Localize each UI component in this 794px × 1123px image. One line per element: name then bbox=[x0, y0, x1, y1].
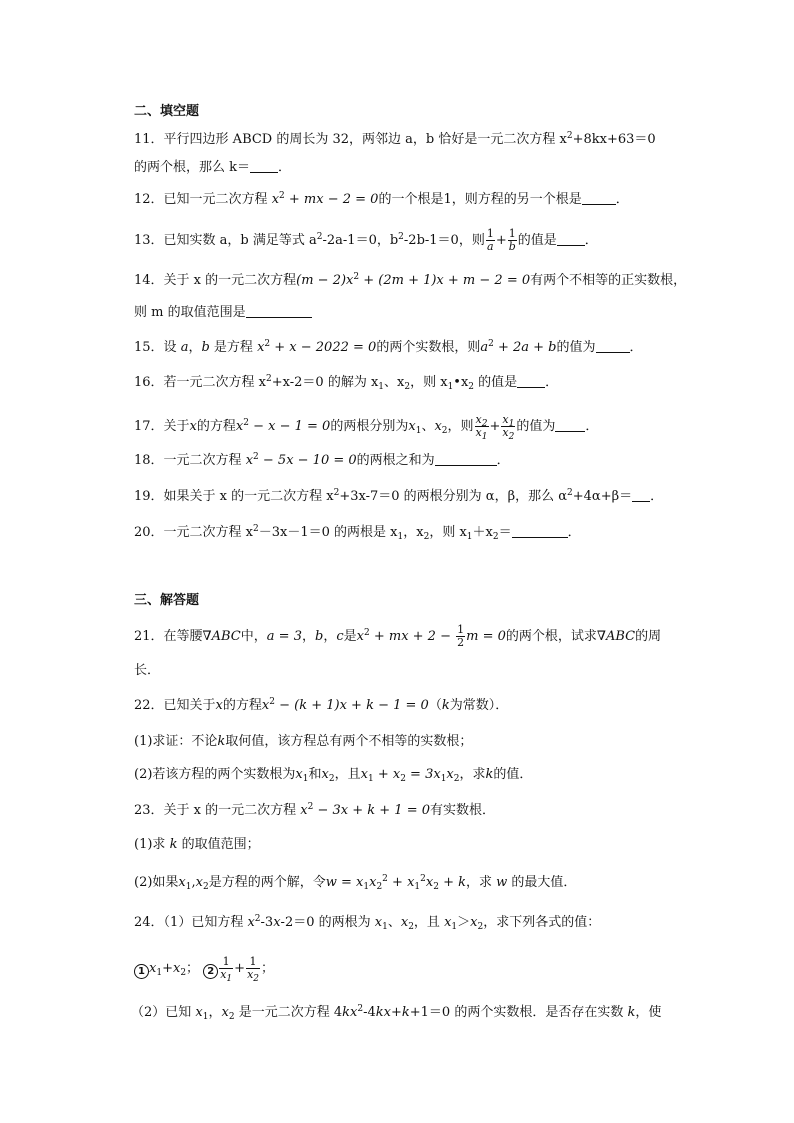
q24-x: x bbox=[221, 1005, 229, 1020]
q14-eq2: + (2m + 1)x + m − 2 = 0 bbox=[359, 273, 531, 288]
q17-text-c: 的两根分别为 bbox=[330, 419, 409, 434]
q22-p2-k: k bbox=[485, 767, 494, 782]
q24-text-b: -3 bbox=[260, 915, 274, 930]
q15-sup-2: 2 bbox=[488, 339, 494, 349]
q23-sub: 1 bbox=[363, 882, 370, 892]
question-11-line-1 bbox=[134, 131, 656, 149]
q23-p2-d: 的最大值． bbox=[507, 875, 577, 890]
frac-sub: 2 bbox=[508, 432, 515, 442]
q21-sup: 2 bbox=[363, 628, 370, 638]
frac-den bbox=[501, 426, 515, 442]
q24-sub: 2 bbox=[180, 968, 187, 978]
q21-sep: ， bbox=[301, 629, 315, 644]
q14-sup: 2 bbox=[353, 272, 360, 282]
q15-eq2: + x − 2022 = 0 bbox=[270, 340, 377, 355]
q21-triangle: ∇ABC bbox=[596, 629, 636, 644]
q17-eq2: − x − 1 = 0 bbox=[248, 419, 331, 434]
q18-eq2: − 5x − 10 = 0 bbox=[258, 453, 357, 468]
q15-sep: ， bbox=[188, 340, 202, 355]
q20-sub: 2 bbox=[423, 532, 430, 542]
q20-text-d: ，则 x bbox=[429, 525, 467, 540]
q22-sub: 1 bbox=[367, 774, 374, 784]
q24-x: x bbox=[273, 915, 281, 930]
frac-den bbox=[246, 968, 260, 984]
q17-end: ． bbox=[585, 419, 599, 434]
q15-expr: a bbox=[480, 340, 489, 355]
q23-sup: 2 bbox=[307, 802, 314, 812]
q16-text-c: 、x bbox=[384, 375, 405, 390]
q18-sup: 2 bbox=[253, 452, 259, 462]
q22-p2-b: ，且 bbox=[334, 767, 361, 782]
q22-p2-d: 的值． bbox=[493, 767, 533, 782]
q21-eq3: m = 0 bbox=[466, 629, 506, 644]
question-16 bbox=[134, 374, 558, 392]
q24-sup: 2 bbox=[254, 914, 261, 924]
q23-sup: 2 bbox=[420, 874, 426, 884]
q24-sub: 1 bbox=[451, 922, 458, 932]
q24-x: x bbox=[400, 915, 409, 930]
q23-p2-w: w bbox=[496, 875, 508, 890]
q22-k: k bbox=[441, 698, 450, 713]
q22-text-c: （ bbox=[428, 698, 442, 713]
question-23 bbox=[134, 802, 495, 820]
q23-w: + x bbox=[387, 875, 415, 890]
q23-w: x bbox=[425, 875, 434, 890]
q17-sub: 2 bbox=[441, 426, 448, 436]
q22-p2: (2)若该方程的两个实数根为 bbox=[134, 767, 296, 782]
q21-text-b: 中， bbox=[240, 629, 267, 644]
q21-c: c bbox=[336, 629, 344, 644]
answer-blank[interactable] bbox=[596, 339, 630, 353]
q11-text-b: +8kx+63＝0 bbox=[572, 132, 656, 147]
q11-text: 11．平行四边形 ABCD 的周长为 32，两邻边 a，b 恰好是一元二次方程 x bbox=[134, 132, 567, 147]
q22-p1-b: 取何值，该方程总有两个不相等的实数根； bbox=[225, 734, 473, 749]
q20-text-b: －3x－1＝0 的两根是 x bbox=[258, 525, 398, 540]
q24-kx: kx bbox=[375, 1005, 391, 1020]
q20-end: ． bbox=[567, 525, 581, 540]
question-22-part-1 bbox=[134, 733, 472, 751]
frac-num: 1 bbox=[486, 227, 494, 240]
q11-end: ． bbox=[278, 160, 292, 175]
q22-text-b: 的方程 bbox=[222, 698, 262, 713]
q24-semi: ； bbox=[186, 961, 200, 976]
q22-rel: = 3x bbox=[405, 767, 441, 782]
q11-text-2: 的两个根，那么 k＝ bbox=[134, 160, 251, 175]
q22-sub: 1 bbox=[440, 774, 447, 784]
frac-sub: 2 bbox=[253, 974, 260, 984]
q16-end: ． bbox=[545, 375, 559, 390]
q24-p2-c: -4 bbox=[363, 1005, 376, 1020]
q21-a: a = 3 bbox=[266, 629, 302, 644]
circled-number-1: 1 bbox=[134, 964, 149, 979]
answer-blank[interactable] bbox=[632, 488, 650, 502]
q24-x: +x bbox=[162, 961, 181, 976]
q20-text-c: ，x bbox=[403, 525, 424, 540]
q22-and: 和 bbox=[308, 767, 322, 782]
q18-text-b: 的两根之和为 bbox=[356, 453, 435, 468]
q24-x: x bbox=[195, 1005, 203, 1020]
q24-sub: 2 bbox=[228, 1012, 235, 1022]
q24-k: k bbox=[627, 1005, 636, 1020]
q21-text-e: 是 bbox=[343, 629, 357, 644]
q19-sup: 2 bbox=[333, 488, 340, 498]
q20-sub: 1 bbox=[466, 532, 473, 542]
frac-num: 1 bbox=[246, 956, 260, 969]
q15-end: ． bbox=[629, 340, 643, 355]
q18-end: ． bbox=[496, 453, 510, 468]
fraction-one-half bbox=[456, 624, 465, 649]
plus: + bbox=[495, 233, 507, 248]
q23-sub: 1 bbox=[185, 882, 192, 892]
question-17 bbox=[134, 413, 599, 442]
q24-p2: （2）已知 bbox=[131, 1005, 196, 1020]
frac-sub: 1 bbox=[481, 432, 488, 442]
q24-text-e: ，求下列各式的值： bbox=[483, 915, 601, 930]
fraction-1-over-x2 bbox=[246, 955, 260, 984]
q24-p2-d: + bbox=[390, 1005, 402, 1020]
q22-p1-k: k bbox=[217, 734, 226, 749]
q21-b: b bbox=[314, 629, 324, 644]
q20-text-f: ＝ bbox=[498, 525, 512, 540]
answer-blank[interactable] bbox=[582, 191, 616, 205]
q16-text-d: ，则 x bbox=[410, 375, 448, 390]
q22-rel: x bbox=[446, 767, 454, 782]
q23-p2-c: ，求 bbox=[466, 875, 497, 890]
q16-text-f: 的值是 bbox=[474, 375, 518, 390]
q17-text: 17．关于 bbox=[134, 419, 190, 434]
q22-sub: 2 bbox=[328, 774, 335, 784]
q17-sub: 1 bbox=[415, 426, 422, 436]
q16-sup: 2 bbox=[266, 374, 272, 384]
q22-x: x bbox=[295, 767, 303, 782]
q16-sub: 2 bbox=[404, 382, 411, 392]
q24-x: x bbox=[444, 915, 452, 930]
q23-sub: 1 bbox=[414, 882, 421, 892]
frac-den: b bbox=[508, 240, 516, 253]
q16-sub: 1 bbox=[447, 382, 454, 392]
question-21-line-1 bbox=[134, 624, 661, 649]
q13-text: 13．已知实数 a，b 满足等式 a bbox=[134, 233, 317, 248]
answer-blank[interactable] bbox=[512, 524, 568, 538]
q16-sub: 1 bbox=[378, 382, 385, 392]
q21-text-2: 长． bbox=[134, 663, 161, 678]
frac-den: 2 bbox=[457, 636, 465, 649]
q24-x: x bbox=[374, 915, 383, 930]
q13-text-d: 的值是 bbox=[517, 233, 557, 248]
frac-den-x: x bbox=[247, 968, 254, 981]
q23-x: x bbox=[178, 875, 186, 890]
q23-text-b: 有实数根． bbox=[430, 803, 496, 818]
q24-p2-e: +1＝0 的两个实数根．是否存在实数 bbox=[409, 1005, 628, 1020]
answer-blank[interactable] bbox=[555, 418, 585, 432]
q23-eq: x bbox=[300, 803, 308, 818]
q19-text-b: +3x-7＝0 的两根分别为 α，β，那么 α bbox=[339, 489, 568, 504]
q23-sub: 2 bbox=[202, 882, 209, 892]
q12-text: 12．已知一元二次方程 bbox=[134, 192, 272, 207]
question-23-part-2 bbox=[134, 874, 576, 892]
q23-eq2: − 3x + k + 1 = 0 bbox=[313, 803, 431, 818]
q12-eq: x bbox=[271, 192, 280, 207]
q23-comma: , bbox=[191, 875, 196, 890]
plus: + bbox=[234, 961, 246, 976]
q22-eq2: − (k + 1)x + k − 1 = 0 bbox=[274, 698, 429, 713]
q23-sub: 2 bbox=[433, 882, 439, 892]
q22-var: x bbox=[215, 698, 223, 713]
frac-den-x: x bbox=[220, 968, 227, 981]
q16-sub: 2 bbox=[468, 382, 475, 392]
q12-eq2: + mx − 2 = 0 bbox=[284, 192, 379, 207]
q24-x: x bbox=[247, 915, 255, 930]
q17-sep: 、 bbox=[421, 419, 435, 434]
question-22 bbox=[134, 697, 508, 715]
q17-eq: x bbox=[235, 419, 244, 434]
q13-sup-2: 2 bbox=[398, 232, 404, 242]
q14-text: 14．关于 x 的一元二次方程 bbox=[134, 273, 297, 288]
q14-text-b: 有两个不相等的正实数根， bbox=[530, 273, 687, 288]
frac-num: 1 bbox=[508, 227, 516, 240]
q13-text-b: -2a-1＝0，b bbox=[322, 233, 399, 248]
q24-k: k bbox=[401, 1005, 410, 1020]
q24-p2-f: ，使 bbox=[635, 1005, 662, 1020]
q18-eq: x bbox=[245, 453, 254, 468]
q22-x: x bbox=[321, 767, 329, 782]
q15-var-a: a bbox=[180, 340, 189, 355]
q24-sub: 1 bbox=[202, 1012, 209, 1022]
q24-sup: 2 bbox=[357, 1004, 364, 1014]
q24-sub: 2 bbox=[408, 922, 414, 932]
q12-sup: 2 bbox=[279, 191, 285, 201]
question-14-line-2 bbox=[134, 304, 312, 322]
frac-num: 1 bbox=[219, 956, 233, 969]
q14-eq: (m − 2)x bbox=[296, 273, 354, 288]
plus: + bbox=[489, 419, 501, 434]
q16-text-e: •x bbox=[453, 375, 469, 390]
q17-text-e: 的值为 bbox=[516, 419, 556, 434]
q22-sub: 2 bbox=[453, 774, 460, 784]
q16-text: 16．若一元二次方程 x bbox=[134, 375, 267, 390]
q21-text-g: 的周 bbox=[635, 629, 662, 644]
q24-sep: ， bbox=[208, 1005, 222, 1020]
q24-text-c: -2＝0 的两根为 bbox=[280, 915, 375, 930]
q17-text-b: 的方程 bbox=[196, 419, 236, 434]
q20-sub: 1 bbox=[397, 532, 404, 542]
q17-var: x bbox=[189, 419, 197, 434]
question-24-part-2 bbox=[131, 1004, 661, 1022]
q15-text-b: 是方程 bbox=[209, 340, 258, 355]
q22-eq: x bbox=[261, 698, 270, 713]
q23-text: 23．关于 x 的一元二次方程 bbox=[134, 803, 301, 818]
frac-den bbox=[219, 968, 233, 984]
q24-text: 24．（1）已知方程 bbox=[134, 915, 248, 930]
q19-sup-2: 2 bbox=[567, 488, 573, 498]
q23-sub: 2 bbox=[376, 882, 383, 892]
q23-w: + k bbox=[438, 875, 466, 890]
question-14-line-1 bbox=[134, 272, 686, 290]
q17-x: x bbox=[408, 419, 416, 434]
fraction-1-over-b bbox=[508, 228, 517, 253]
frac-num-x: x bbox=[475, 413, 482, 426]
q24-sub: 1 bbox=[382, 922, 388, 932]
q21-text-f: 的两个根，试求 bbox=[505, 629, 597, 644]
q17-sup: 2 bbox=[243, 418, 249, 428]
answer-blank[interactable] bbox=[557, 232, 585, 246]
q22-sub: 2 bbox=[400, 774, 406, 784]
frac-num: 1 bbox=[457, 623, 465, 636]
q23-w: w = x bbox=[325, 875, 364, 890]
q21-triangle: ∇ABC bbox=[202, 629, 241, 644]
q22-rel: + x bbox=[373, 767, 401, 782]
frac-sub: 1 bbox=[226, 974, 233, 984]
q22-text-d: 为常数）． bbox=[449, 698, 509, 713]
q24-sep: 、 bbox=[387, 915, 401, 930]
q24-kx: kx bbox=[342, 1005, 358, 1020]
frac-num-x: x bbox=[502, 413, 509, 426]
circled-number-2: 2 bbox=[203, 964, 218, 979]
q18-text: 18．一元二次方程 bbox=[134, 453, 246, 468]
question-24-items bbox=[134, 955, 275, 984]
q13-end: ． bbox=[584, 233, 598, 248]
q15-eq: x bbox=[257, 340, 265, 355]
question-13 bbox=[134, 228, 598, 253]
q22-p2-c: ，求 bbox=[459, 767, 486, 782]
fraction-1-over-x1 bbox=[219, 955, 233, 984]
question-18 bbox=[134, 452, 510, 470]
q21-sep: ， bbox=[323, 629, 337, 644]
q11-exp: 2 bbox=[566, 131, 573, 141]
q22-rel: x bbox=[360, 767, 368, 782]
section-heading-fill: 二、填空题 bbox=[134, 104, 200, 119]
question-11-line-2 bbox=[134, 159, 291, 177]
frac-den bbox=[475, 426, 489, 442]
answer-blank[interactable] bbox=[517, 374, 545, 388]
q16-text-b: +x-2＝0 的解为 x bbox=[271, 375, 379, 390]
q19-text: 19．如果关于 x 的一元二次方程 x bbox=[134, 489, 334, 504]
q23-x: x bbox=[195, 875, 203, 890]
q14-text-2: 则 m 的取值范围是 bbox=[134, 305, 246, 320]
q15-var-b: b bbox=[201, 340, 210, 355]
section-heading-solve: 三、解答题 bbox=[134, 593, 200, 608]
q20-text-e: ＋x bbox=[472, 525, 493, 540]
q23-p1-k: k bbox=[169, 837, 178, 852]
question-19 bbox=[134, 488, 663, 506]
q20-sup: 2 bbox=[253, 524, 259, 534]
q20-sub: 2 bbox=[492, 532, 499, 542]
frac-den-x: x bbox=[475, 426, 482, 439]
question-21-line-2 bbox=[134, 662, 160, 680]
q23-sup: 2 bbox=[382, 874, 388, 884]
q13-text-c: -2b-1＝0，则 bbox=[403, 233, 485, 248]
q15-sup: 2 bbox=[264, 339, 271, 349]
q23-p2-b: 是方程的两个解，令 bbox=[208, 875, 326, 890]
q15-text-c: 的两个实数根，则 bbox=[376, 340, 481, 355]
question-20 bbox=[134, 524, 581, 542]
question-15 bbox=[134, 339, 643, 357]
q21-text: 21．在等腰 bbox=[134, 629, 203, 644]
q24-sub: 1 bbox=[156, 968, 163, 978]
q12-end: ． bbox=[615, 192, 629, 207]
q17-x: x bbox=[434, 419, 442, 434]
fraction-x2-over-x1 bbox=[475, 413, 489, 442]
question-22-part-2 bbox=[134, 766, 532, 784]
frac-den: a bbox=[487, 240, 494, 253]
q12-text-b: 的一个根是1，则方程的另一个根是 bbox=[378, 192, 582, 207]
q23-p2: (2)如果 bbox=[134, 875, 179, 890]
question-12 bbox=[134, 191, 629, 209]
q15-text-d: 的值为 bbox=[556, 340, 596, 355]
fraction-x1-over-x2 bbox=[501, 413, 515, 442]
question-23-part-1 bbox=[134, 836, 260, 854]
q24-semi: ； bbox=[261, 961, 275, 976]
q22-p1: (1)求证：不论 bbox=[134, 734, 218, 749]
frac-sub: 2 bbox=[481, 419, 488, 429]
q24-x: x bbox=[149, 961, 157, 976]
q23-w: x bbox=[369, 875, 377, 890]
q21-eq2: + mx + 2 − bbox=[369, 629, 456, 644]
q13-sup: 2 bbox=[316, 232, 323, 242]
q23-p1: (1)求 bbox=[134, 837, 170, 852]
q22-sup: 2 bbox=[269, 697, 275, 707]
q22-text: 22．已知关于 bbox=[134, 698, 216, 713]
fraction-1-over-a bbox=[486, 228, 495, 253]
q15-text: 15．设 bbox=[134, 340, 181, 355]
q19-text-c: +4α+β＝ bbox=[572, 489, 633, 504]
frac-den-x: x bbox=[502, 426, 509, 439]
q24-p2-b: 是一元二次方程 4 bbox=[234, 1005, 343, 1020]
q24-text-d: ，且 bbox=[413, 915, 445, 930]
q23-p1-b: 的取值范围； bbox=[177, 837, 260, 852]
q24-x: x bbox=[470, 915, 478, 930]
q15-expr-2: + 2a + b bbox=[493, 340, 557, 355]
q21-eq: x bbox=[356, 629, 364, 644]
answer-blank[interactable] bbox=[435, 452, 497, 466]
answer-blank[interactable] bbox=[250, 159, 278, 173]
q20-text: 20．一元二次方程 x bbox=[134, 525, 254, 540]
question-24 bbox=[134, 914, 600, 932]
q17-text-d: ，则 bbox=[447, 419, 474, 434]
q24-sub: 2 bbox=[477, 922, 484, 932]
q24-gt: ＞ bbox=[457, 915, 471, 930]
answer-blank[interactable] bbox=[246, 304, 312, 318]
q22-sub: 1 bbox=[302, 774, 309, 784]
frac-sub: 1 bbox=[508, 419, 515, 429]
q19-end: ． bbox=[650, 489, 664, 504]
